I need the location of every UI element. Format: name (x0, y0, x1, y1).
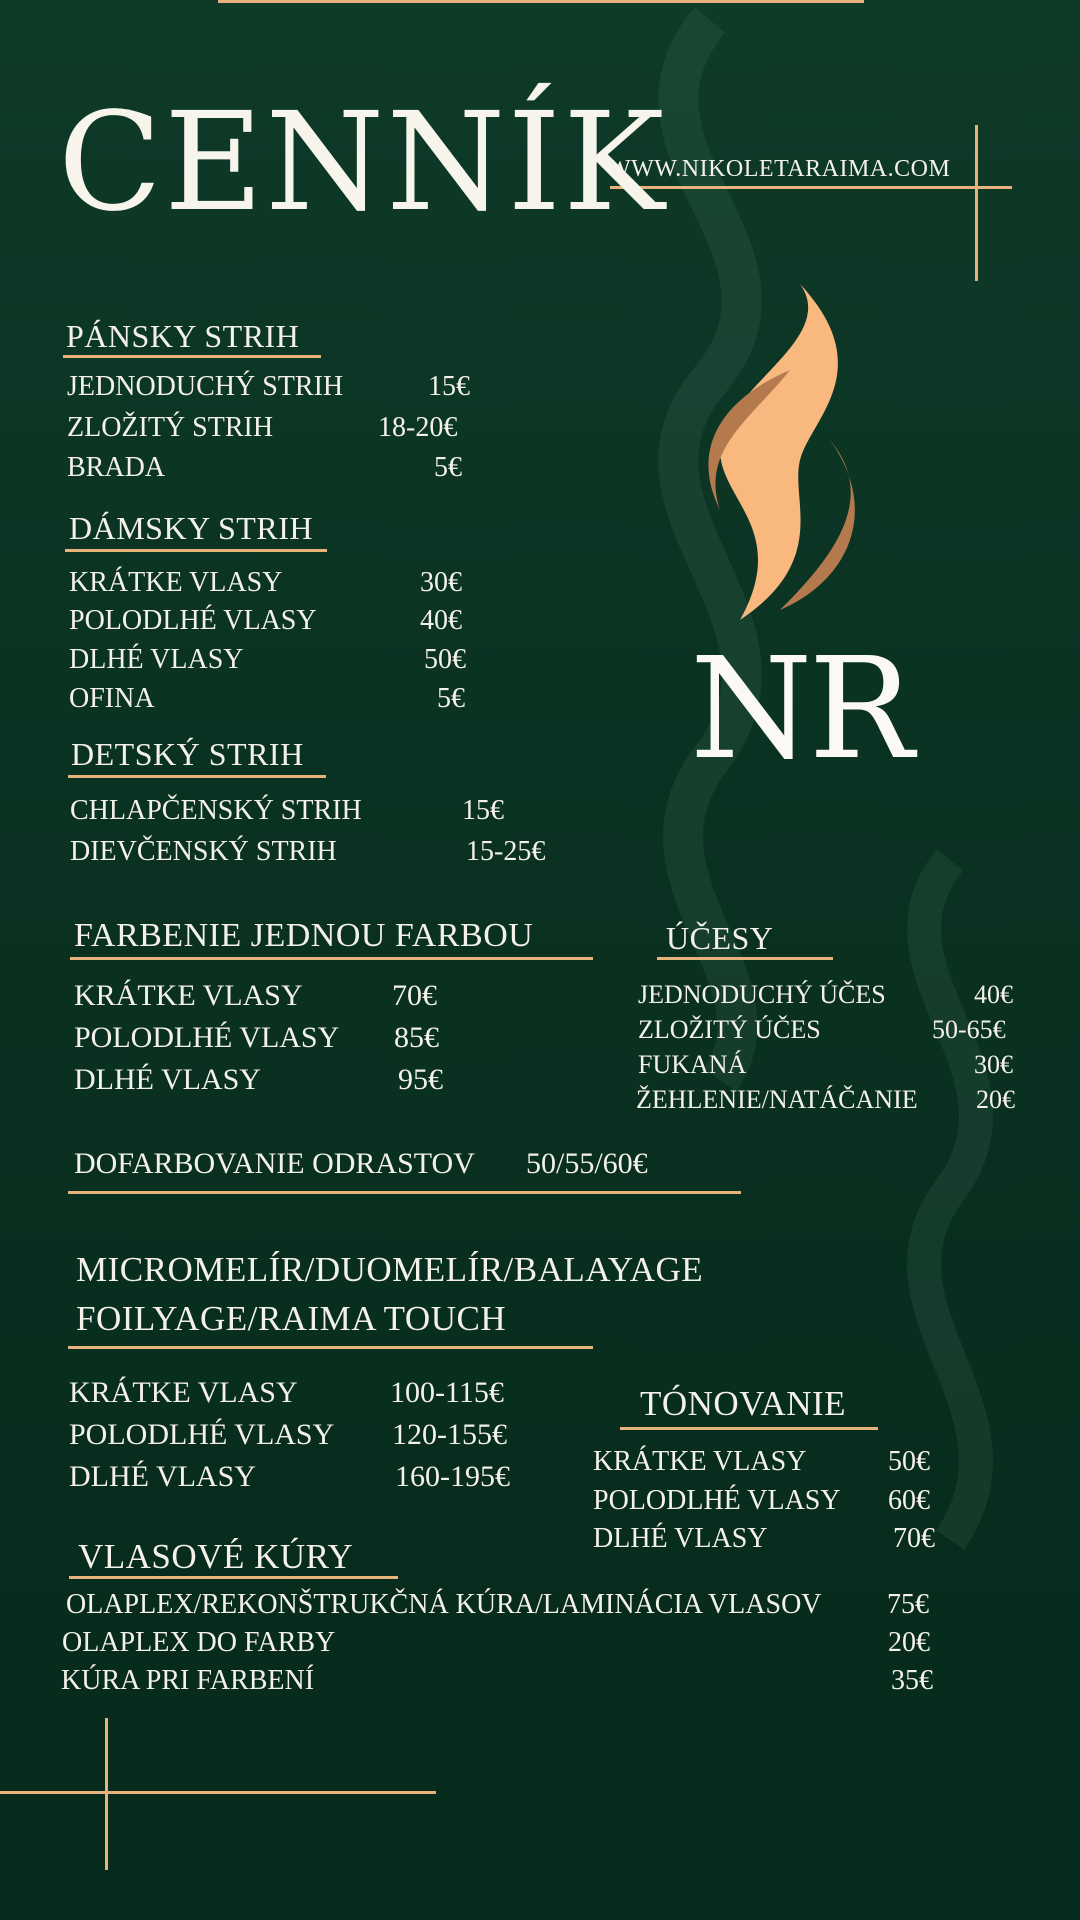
section-heading-pansky: PÁNSKY STRIH (66, 318, 300, 354)
price-value: 15€ (462, 795, 504, 826)
price-item-name: DIEVČENSKÝ STRIH (70, 836, 337, 867)
price-item-name: BRADA (67, 452, 166, 483)
heading-underline (620, 1427, 878, 1430)
price-item-name: KRÁTKE VLASY (69, 567, 283, 598)
website-underline (610, 186, 1012, 189)
price-value: 15€ (428, 371, 470, 402)
heading-underline (70, 957, 593, 960)
heading-underline (68, 775, 326, 778)
section-heading-kury: VLASOVÉ KÚRY (78, 1537, 354, 1576)
heading-underline (65, 549, 327, 552)
price-item-name: OFINA (69, 683, 155, 714)
logo-monogram: NR (690, 628, 910, 791)
price-item-name: POLODLHÉ VLASY (69, 1418, 335, 1451)
price-item-name: OLAPLEX DO FARBY (62, 1627, 336, 1658)
price-value: 30€ (420, 567, 462, 598)
price-item-name: KRÁTKE VLASY (69, 1376, 298, 1409)
price-value: 5€ (434, 452, 462, 483)
price-value: 100-115€ (390, 1376, 504, 1409)
price-value: 20€ (976, 1085, 1015, 1114)
price-item-name: POLODLHÉ VLASY (593, 1485, 841, 1516)
price-item-name: POLODLHÉ VLASY (74, 1021, 340, 1054)
price-item-name: KRÁTKE VLASY (74, 979, 303, 1012)
price-item-name: ŽEHLENIE/NATÁČANIE (636, 1085, 918, 1114)
price-value: 75€ (887, 1589, 929, 1620)
price-item-name: FUKANÁ (638, 1050, 747, 1079)
price-item-name: DLHÉ VLASY (69, 1460, 256, 1493)
price-item-name: ZLOŽITÝ ÚČES (638, 1015, 821, 1044)
price-item-name: DOFARBOVANIE ODRASTOV (74, 1147, 475, 1180)
price-item-name: KÚRA PRI FARBENÍ (61, 1665, 315, 1696)
price-value: 35€ (891, 1665, 933, 1696)
section-heading-detsky: DETSKÝ STRIH (71, 736, 304, 772)
website-link[interactable]: WWW.NIKOLETARAIMA.COM (608, 156, 951, 182)
heading-underline (68, 1346, 593, 1349)
price-value: 95€ (398, 1063, 443, 1096)
section-heading-tonovanie: TÓNOVANIE (640, 1384, 847, 1423)
price-item-name: JEDNODUCHÝ ÚČES (638, 980, 886, 1009)
heading-underline (657, 957, 833, 960)
price-item-name: KRÁTKE VLASY (593, 1446, 807, 1477)
price-value: 85€ (394, 1021, 439, 1054)
price-value: 50/55/60€ (526, 1147, 648, 1180)
website-cross-vertical (975, 125, 978, 281)
price-item-name: OLAPLEX/REKONŠTRUKČNÁ KÚRA/LAMINÁCIA VLASOV (66, 1589, 822, 1620)
price-value: 120-155€ (392, 1418, 507, 1451)
price-item-name: DLHÉ VLASY (593, 1523, 768, 1554)
bottom-cross-vertical (105, 1718, 108, 1870)
price-value: 40€ (974, 980, 1013, 1009)
price-value: 5€ (437, 683, 465, 714)
price-value: 20€ (888, 1627, 930, 1658)
price-item-name: JEDNODUCHÝ STRIH (67, 371, 344, 402)
dofarbovanie-underline (68, 1191, 741, 1194)
price-item-name: DLHÉ VLASY (69, 644, 244, 675)
section-heading-farbenie: FARBENIE JEDNOU FARBOU (74, 917, 534, 954)
price-value: 60€ (888, 1485, 930, 1516)
section-heading-damsky: DÁMSKY STRIH (69, 510, 313, 546)
bottom-cross-horizontal (0, 1791, 436, 1794)
price-value: 50€ (424, 644, 466, 675)
section-heading-ucesy: ÚČESY (666, 920, 774, 956)
page-title: CENNÍK (58, 84, 667, 242)
price-value: 15-25€ (466, 836, 546, 867)
price-value: 160-195€ (395, 1460, 510, 1493)
heading-underline (63, 355, 321, 358)
price-item-name: POLODLHÉ VLASY (69, 605, 317, 636)
price-value: 70€ (893, 1523, 935, 1554)
price-item-name: ZLOŽITÝ STRIH (67, 412, 274, 443)
price-value: 40€ (420, 605, 462, 636)
price-value: 30€ (974, 1050, 1013, 1079)
top-border-line (218, 0, 864, 3)
price-value: 50-65€ (932, 1015, 1006, 1044)
background-swirl-decoration-2 (840, 850, 1060, 1550)
flame-logo-icon (680, 280, 880, 640)
price-value: 18-20€ (378, 412, 458, 443)
price-item-name: CHLAPČENSKÝ STRIH (70, 795, 362, 826)
price-value: 70€ (392, 979, 437, 1012)
price-value: 50€ (888, 1446, 930, 1477)
heading-underline (69, 1576, 398, 1579)
section-heading-melir-line1: MICROMELÍR/DUOMELÍR/BALAYAGE (76, 1250, 704, 1289)
section-heading-melir-line2: FOILYAGE/RAIMA TOUCH (76, 1299, 507, 1338)
price-item-name: DLHÉ VLASY (74, 1063, 261, 1096)
